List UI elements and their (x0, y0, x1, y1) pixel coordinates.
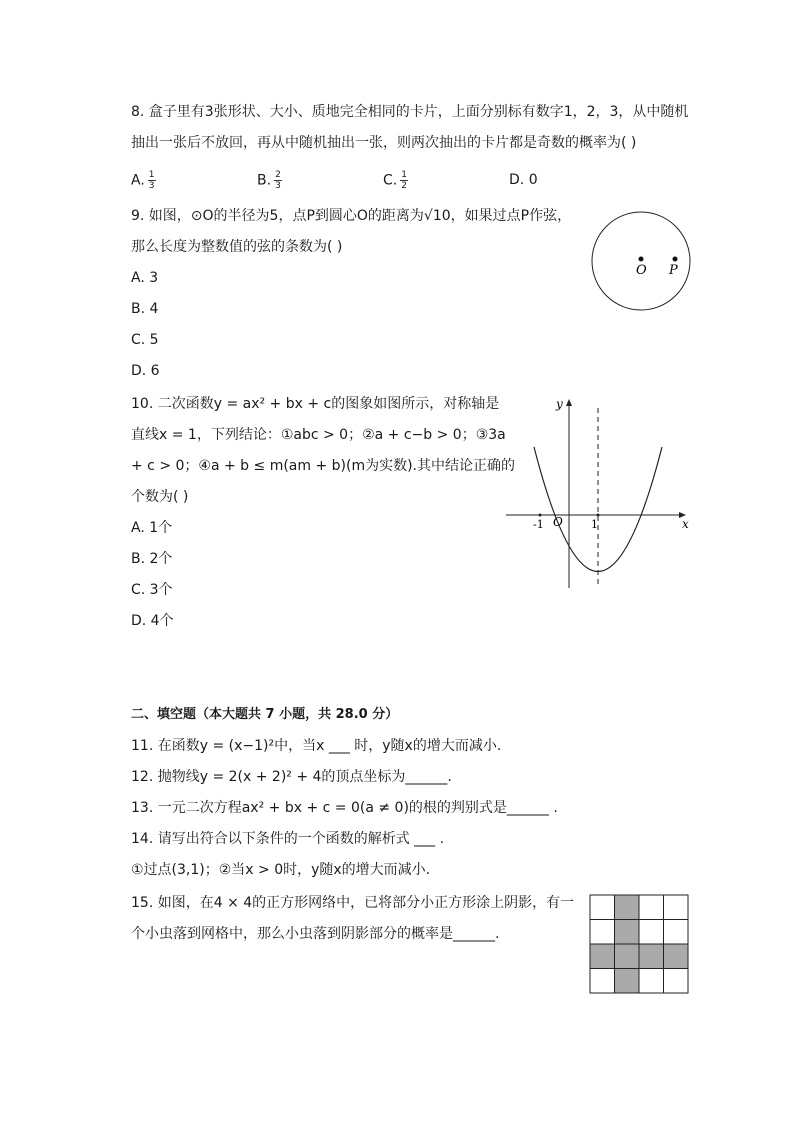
tick-1-label: 1 (591, 518, 598, 531)
q10-parabola-figure (500, 392, 696, 592)
center-point-o (639, 257, 644, 262)
grid-cell (664, 969, 689, 994)
q9-option-b: B. 4 (131, 301, 159, 317)
q9-option-d: D. 6 (131, 363, 160, 379)
grid-cell-shaded (639, 944, 664, 969)
grid-cell (639, 969, 664, 994)
q15-grid-figure (589, 894, 690, 995)
point-p (673, 257, 678, 262)
q9-option-a: A. 3 (131, 270, 159, 286)
grid-cell (664, 895, 689, 920)
y-label: y (556, 397, 563, 411)
grid-cell-shaded (664, 944, 689, 969)
q10-option-b: B. 2个 (131, 551, 173, 567)
y-axis-arrow (566, 399, 572, 406)
grid-cell (639, 920, 664, 945)
section2-heading: 二、填空题（本大题共 7 小题，共 28.0 分） (131, 707, 399, 722)
q10-option-c: C. 3个 (131, 582, 173, 598)
q14-line1: 14. 请写出符合以下条件的一个函数的解析式 ___ . (131, 831, 445, 847)
q12-text: 12. 抛物线y = 2(x + 2)² + 4的顶点坐标为______. (131, 769, 452, 785)
q8-option-a: A. $\frac{1}{3}$ (131, 170, 155, 191)
grid-cell (590, 969, 615, 994)
grid-cell-shaded (615, 944, 640, 969)
tick-neg1-label: -1 (533, 518, 544, 531)
q8-line1: 8. 盒子里有3张形状、大小、质地完全相同的卡片，上面分别标有数字1，2，3，从中随机 (131, 104, 689, 120)
q14-line2: ①过点(3,1)；②当x > 0时，y随x的增大而减小. (131, 862, 431, 878)
q10-option-d: D. 4个 (131, 613, 174, 629)
grid-cell-shaded (590, 944, 615, 969)
q11-text: 11. 在函数y = (x−1)²中，当x ___ 时，y随x的增大而减小. (131, 738, 502, 754)
q10-option-a: A. 1个 (131, 520, 173, 536)
grid-cell-shaded (615, 920, 640, 945)
q8-line2: 抽出一张后不放回，再从中随机抽出一张，则两次抽出的卡片都是奇数的概率为( ) (131, 135, 637, 151)
q10-line4: 个数为( ) (131, 489, 189, 505)
grid-cell (639, 895, 664, 920)
grid-cell-shaded (615, 895, 640, 920)
q15-line1: 15. 如图，在4 × 4的正方形网络中，已将部分小正方形涂上阴影，有一 (131, 895, 575, 911)
q9-option-c: C. 5 (131, 332, 159, 348)
label-p: P (669, 263, 678, 278)
q8-option-b: B. $\frac{2}{3}$ (257, 170, 281, 191)
q15-line2: 个小虫落到网格中，那么小虫落到阴影部分的概率是______. (131, 926, 500, 942)
origin-label: O (553, 515, 563, 529)
tick-1 (597, 514, 600, 517)
grid-cell (590, 920, 615, 945)
grid-cell (664, 920, 689, 945)
q10-line1: 10. 二次函数y = ax² + bx + c的图象如图所示，对称轴是 (131, 396, 500, 412)
q8-option-c: C. $\frac{1}{2}$ (383, 170, 407, 191)
q8-option-d: D. 0 (509, 172, 538, 188)
label-o: O (636, 263, 647, 278)
grid-cell (590, 895, 615, 920)
grid-cell-shaded (615, 969, 640, 994)
q13-text: 13. 一元二次方程ax² + bx + c = 0(a ≠ 0)的根的判别式是______ . (131, 800, 558, 816)
q9-line2: 那么长度为整数值的弦的条数为( ) (131, 239, 343, 255)
q10-line3: + c > 0；④a + b ≤ m(am + b)(m为实数).其中结论正确的 (131, 458, 516, 474)
q10-line2: 直线x = 1，下列结论：①abc > 0；②a + c−b > 0；③3a (131, 427, 506, 443)
x-label: x (682, 517, 689, 531)
q9-line1: 9. 如图，⊙O的半径为5，点P到圆心O的距离为√10，如果过点P作弦， (131, 208, 572, 224)
tick-neg1 (539, 514, 542, 517)
q9-circle-figure (588, 208, 694, 314)
